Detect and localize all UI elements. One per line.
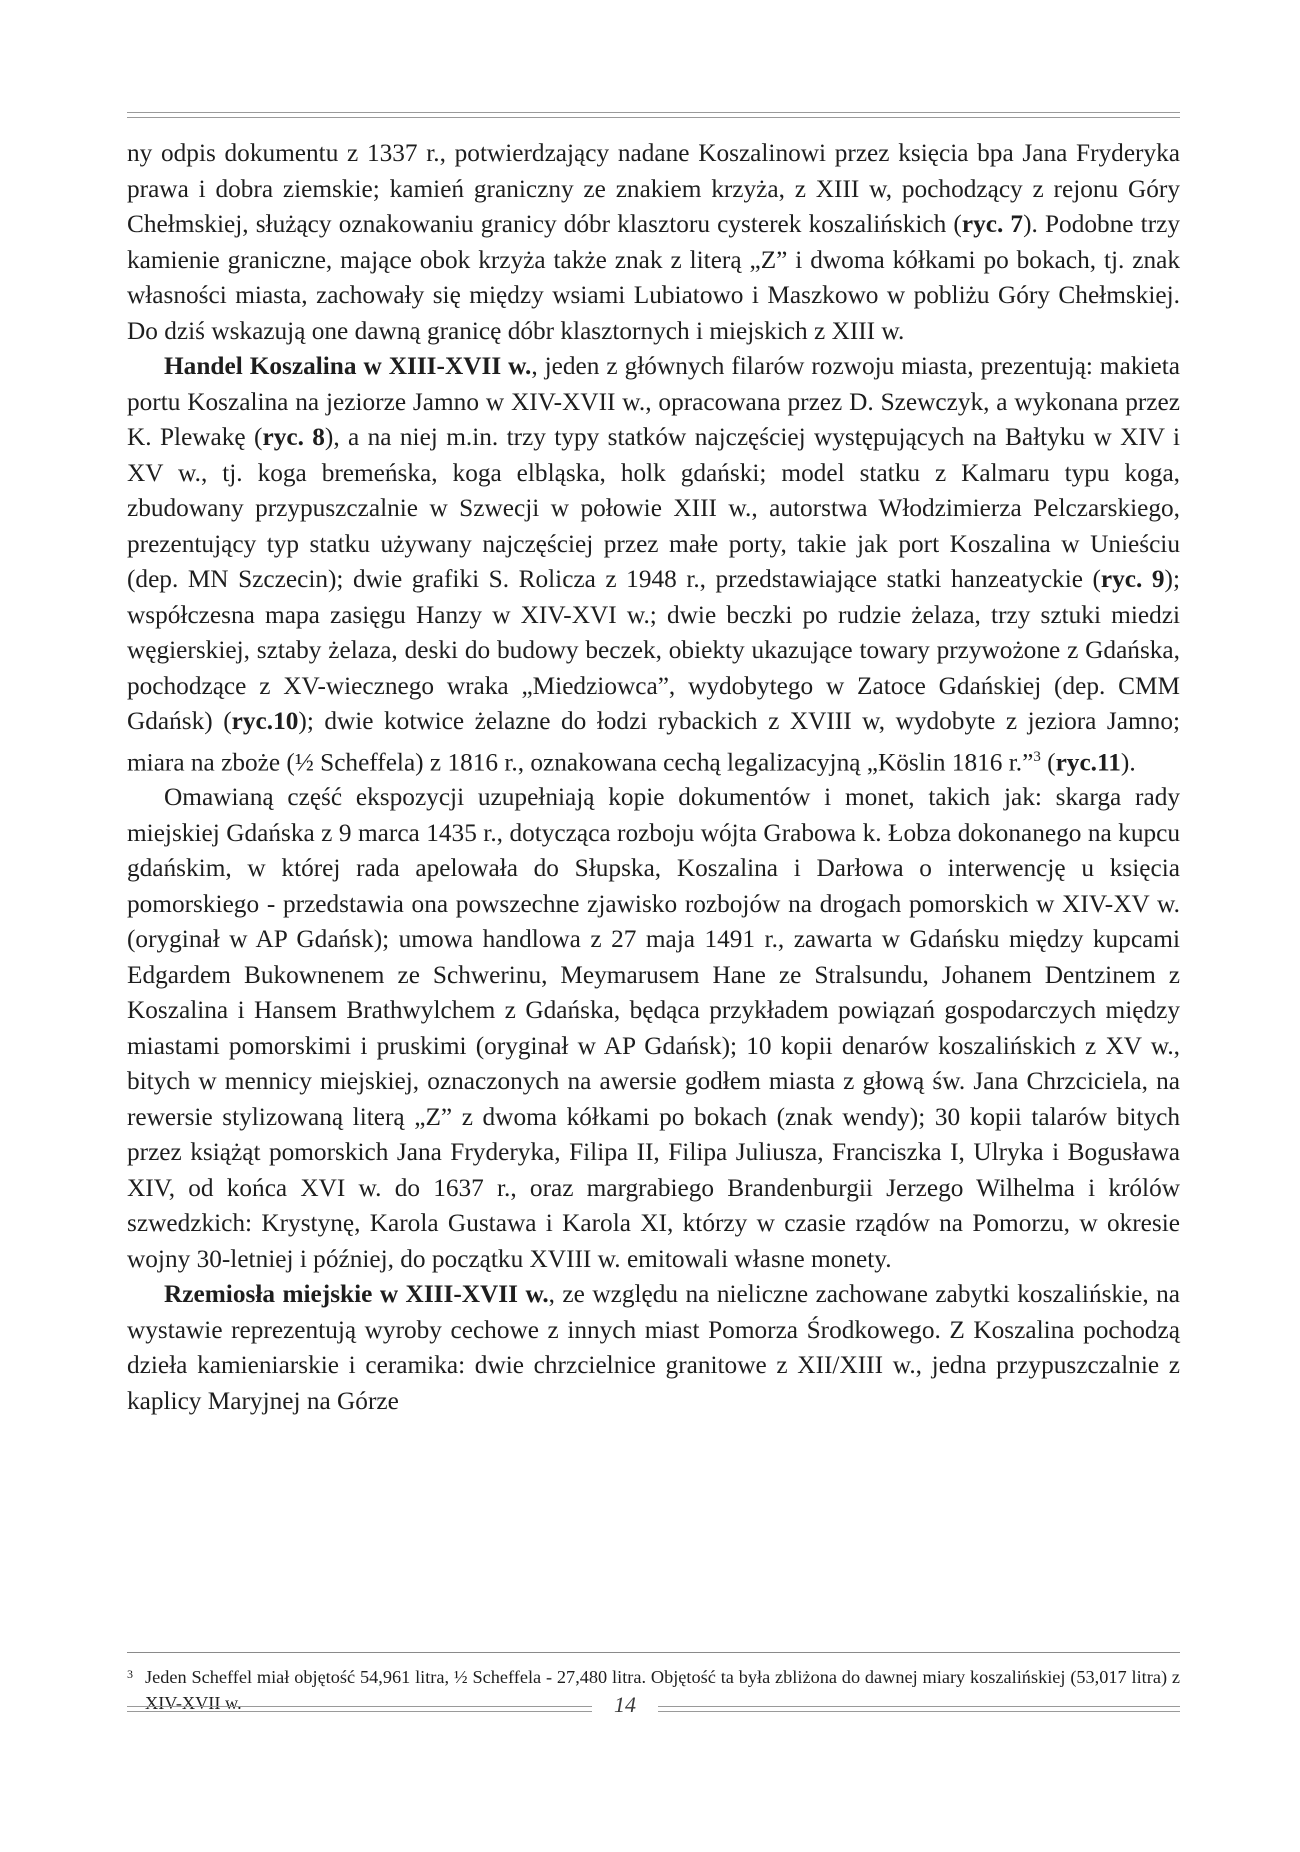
page-number: 14 — [614, 1692, 636, 1717]
footnote-text: Jeden Scheffel miał objętość 54,961 litra, ½ Scheffela - 27,480 litra. Objętość ta była zbliżona do dawnej miary koszalińskiej (53,017 litra) z XIV-XVII w. — [145, 1667, 1180, 1713]
figure-ref-8: ryc. 8 — [262, 423, 325, 451]
footnote-separator — [127, 1652, 1180, 1653]
paragraph-4-text: , ze względu na nieliczne zachowane zabytki koszalińskie, na wystawie reprezentują wyroby cechowe z innych miast Pomorza Środkowego. Z Koszalina pochodzą dzieła kamieniarskie i ceramika: dwie chrzcielnice granitowe z XII/XIII w., jedna przypuszczalnie z kaplicy Maryjnej na Górze — [127, 1280, 1180, 1415]
paragraph-2-text-a: , jeden z głównych filarów rozwoju miasta, prezentują: makieta portu Koszalina na jeziorze Jamno w XIV-XVII w., opracowana przez D. Szewczyk, a wykonana przez K. Plewakę ( — [127, 352, 1180, 451]
figure-ref-7: ryc. 7 — [961, 210, 1024, 238]
figure-ref-10: ryc.10 — [231, 707, 299, 735]
paragraph-2-text-d: ); dwie kotwice żelazne do łodzi rybackich z XVIII w, wydobyte z jeziora Jamno; miara na zboże (½ Scheffela) z 1816 r., oznakowana cechą legalizacyjną „Köslin 1816 r.” — [127, 707, 1180, 776]
footer-rule-right — [658, 1706, 1180, 1712]
footnote-number: 3 — [127, 1667, 133, 1681]
figure-ref-11: ryc.11 — [1055, 747, 1121, 776]
paragraph-4 — [127, 1277, 1180, 1419]
paragraph-1 — [127, 136, 1180, 349]
paragraph-3: Omawianą część ekspozycji uzupełniają kopie dokumentów i monet, takich jak: skarga rady miejskiej Gdańska z 9 marca 1435 r., dotycząca rozboju wójta Grabowa k. Łobza dokonanego na kupcu gdańskim, w której rada apelowała do Słupska, Koszalina i Darłowa o interwencję u księcia pomorskiego - przedstawia ona powszechne zjawisko rozbojów na drogach pomorskich w XIV-XV w. (oryginał w AP Gdańsk); umowa handlowa z 27 maja 1491 r., zawarta w Gdańsku między kupcami Edgardem Bukownenem ze Schwerinu, Meymarusem Hane ze Stralsundu, Johanem Dentzinem z Koszalina i Hansem Brathwylchem z Gdańska, będąca przykładem powiązań gospodarczych między miastami pomorskimi i pruskimi (oryginał w AP Gdańsk); 10 kopii denarów koszalińskich z XV w., bitych w mennicy miejskiej, oznaczonych na awersie godłem miasta z głową św. Jana Chrzciciela, na rewersie stylizowaną literą „Z” z dwoma kółkami po bokach (znak wendy); 30 kopii talarów bitych przez książąt pomorskich Jana Fryderyka, Filipa II, Filipa Juliusza, Franciszka I, Ulryka i Bogusława XIV, od końca XVI w. do 1637 r., oraz margrabiego Brandenburgii Jerzego Wilhelma i królów szwedzkich: Krystynę, Karola Gustawa i Karola XI, którzy w czasie rządów na Pomorzu, w okresie wojny 30-letniej i później, do początku XVIII w. emitowali własne monety. — [127, 783, 1180, 1273]
body-text — [127, 136, 1180, 1419]
footer-rule-left — [127, 1706, 592, 1712]
section-heading-trade: Handel Koszalina w XIII-XVII w. — [164, 352, 532, 380]
paragraph-2-text-b: ), a na niej m.in. trzy typy statków najczęściej występujących na Bałtyku w XIV i XV w., tj. koga bremeńska, koga elbląska, holk gdański; model statku z Kalmaru typu koga, zbudowany przypuszczalnie w Szwecji w połowie XIII w., autorstwa Włodzimierza Pelczarskiego, prezentujący typ statku używany najczęściej przez małe porty, takie jak port Koszalina w Unieściu (dep. MN Szczecin); dwie grafiki S. Rolicza z 1948 r., przedstawiające statki hanzeatyckie ( — [127, 423, 1180, 593]
header-double-rule — [127, 112, 1180, 118]
footnote-marker: 3 — [1033, 748, 1041, 765]
paragraph-1-text-cont: ). Podobne trzy kamienie graniczne, mające obok krzyża także znak z literą „Z” i dwoma kółkami po bokach, tj. znak własności miasta, zachowały się między wsiami Lubiatowo i Maszkowo w pobliżu Góry Chełmskiej. Do dziś wskazują one dawną granicę dóbr klasztornych i miejskich z XIII w. — [127, 210, 1180, 345]
paragraph-2 — [127, 349, 1180, 780]
paragraph-2-text-e: ( — [1040, 747, 1056, 776]
paragraph-1-text: ny odpis dokumentu z 1337 r., potwierdzający nadane Koszalinowi przez księcia bpa Jana Fryderyka prawa i dobra ziemskie; kamień graniczny ze znakiem krzyża, z XIII w, pochodzący z rejonu Góry Chełmskiej, służący oznakowaniu granicy dóbr klasztoru cysterek koszalińskich ( — [127, 139, 1180, 238]
section-heading-crafts: Rzemiosła miejskie w XIII-XVII w. — [164, 1280, 549, 1309]
paragraph-2-text-c: ); współczesna mapa zasięgu Hanzy w XIV-XVI w.; dwie beczki po rudzie żelaza, trzy sztuki miedzi węgierskiej, sztaby żelaza, deski do budowy beczek, obiekty ukazujące towary przywożone z Gdańska, pochodzące z XV-wiecznego wraka „Miedziowca”, wydobytego w Zatoce Gdańskiej (dep. CMM Gdańsk) ( — [127, 565, 1180, 735]
figure-ref-9: ryc. 9 — [1100, 565, 1165, 593]
paragraph-2-text-f: ). — [1120, 747, 1136, 776]
